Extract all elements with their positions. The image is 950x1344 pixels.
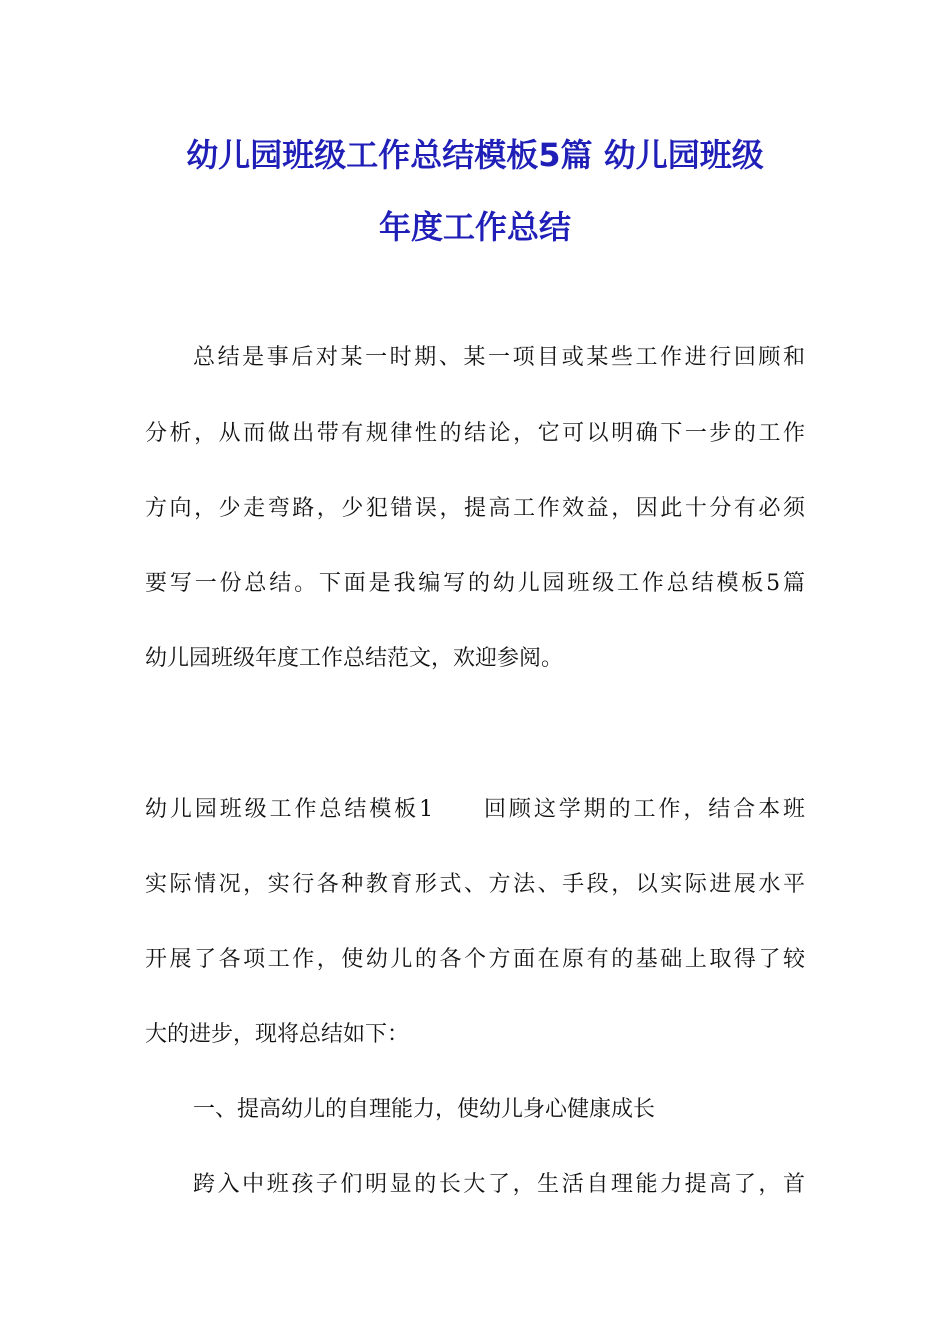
intro-line-5: 幼儿园班级年度工作总结范文，欢迎参阅。 bbox=[145, 646, 564, 671]
section1-line-2: 实际情况，实行各种教育形式、方法、手段，以实际进展水平 bbox=[145, 872, 805, 897]
section1-subheading: 一、提高幼儿的自理能力，使幼儿身心健康成长 bbox=[193, 1097, 656, 1122]
intro-line-4: 要写一份总结。下面是我编写的幼儿园班级工作总结模板5篇 bbox=[145, 571, 805, 596]
section1-first-line-text: 回顾这学期的工作，结合本班 bbox=[481, 797, 805, 822]
intro-line-2: 分析，从而做出带有规律性的结论，它可以明确下一步的工作 bbox=[145, 421, 805, 446]
section1-heading: 幼儿园班级工作总结模板1 bbox=[145, 797, 434, 822]
document-title-line-1: 幼儿园班级工作总结模板5篇 幼儿园班级 bbox=[186, 136, 764, 174]
document-title-line-2: 年度工作总结 bbox=[378, 208, 571, 246]
section1-line-4: 大的进步，现将总结如下： bbox=[145, 1022, 410, 1047]
intro-line-1: 总结是事后对某一时期、某一项目或某些工作进行回顾和 bbox=[193, 345, 805, 370]
section1-line-3: 开展了各项工作，使幼儿的各个方面在原有的基础上取得了较 bbox=[145, 947, 805, 972]
section1-first-line bbox=[145, 795, 805, 825]
intro-line-3: 方向，少走弯路，少犯错误，提高工作效益，因此十分有必须 bbox=[145, 496, 805, 521]
section1-paragraph-start: 跨入中班孩子们明显的长大了，生活自理能力提高了，首 bbox=[193, 1172, 805, 1197]
